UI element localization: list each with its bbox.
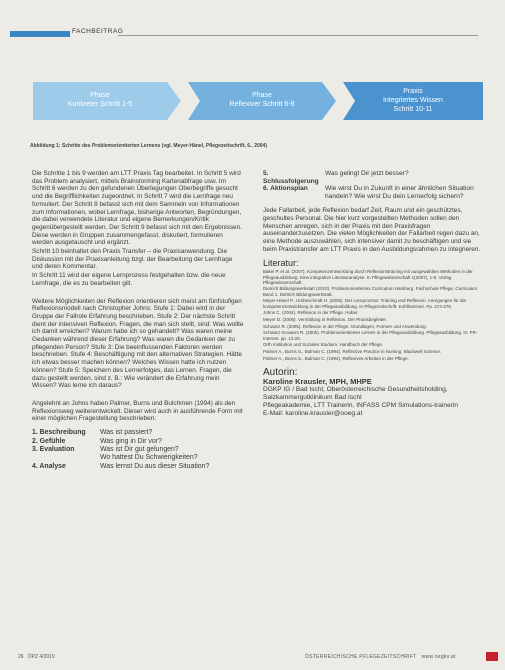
literature-entry: Palmer A., Burns S., Bulman C. (1994). Reflexives Arbeiten in der Pflege. [263,355,409,361]
step-title: Praxis [403,88,423,95]
phase-question: Wie wirst Du in Zukunft in einer ähnlichen Situation handeln? Wie wirst Du dein Lernerfolg sichern? [325,185,474,200]
phase-question: Was lernst Du aus dieser Situation? [100,462,210,470]
phase-label: 4. Analyse [32,462,66,470]
body-paragraph: Weitere Möglichkeiten der Reflexion orientieren sich meist am fünfstufigen Reflexionsmodell nach Christopher Johns: Stufe 1: Dabei wird in der Gruppe der Fallrole Erfahrung beschrieben. Stufe 2: Der nächste Schritt dient der intensiven Reflexion. Fragen, die man sich stellt, sind: Was wollte ich damit erreichen? Warum habe ich so gehandelt? Was waren meine Gedanken während dieser Erfahrung? Was waren die Gedanken der zu pflegenden Person? Stufe 3: Die beeinflussenden Faktoren werden beschrieben. Stufe 4: Beschäftigung mit den alternativen Strategien. Hätte ich etwas besser machen können? Welches Wissen hatte ich nutzen können? Stufe 5: Speichern des Lernerfolges, das Lernen. Fragen, die dazu gestellt werden, sind z. B.: Wie verändert die Erfahrung mein Wissen? Was lerne ich daraus? [32,297,244,390]
phase-label: 3. Evaluation [32,445,75,453]
author-affiliation: Pflegeakademie, LTT Trainerin, INFASS CPM Simulations-trainerin [263,402,459,410]
literature-entry: Bakei P. et al. (2007). Kompetenzentwicklung durch Reflexionstraining mit ausgewählten Methoden in der Pflegeausbildung. Eine integrative Literaturanalyse. In Pflegewissenschaft 1(2007), 1-8. Verlag Pflegewissenschaft. [263,269,473,285]
phase-label: 1. Beschreibung [32,429,86,437]
author-affiliation: DGKP IG / Bad Ischl, Oberösterreichische Gesundheitsholding, Salzkammergutklinikum Bad Ischl [263,386,448,402]
page-footer [0,652,505,664]
section-header [0,28,505,40]
phase-label: 5. Schlussfolgerung [263,170,319,185]
process-step-1 [33,82,181,120]
literature-entry: Schwarz-Govaers R. (2005). Problemorientiertes Lernen in der Pflegeausbildung. Pflegeausbildung. In: PR-Internet. pp. 13-26. [263,330,478,341]
section-rule [118,35,478,36]
phase-item [263,185,481,200]
phase-question: Was ist passiert? [100,429,153,437]
journal-site: www.oegkv.at [421,654,456,660]
process-figure [33,82,483,122]
literature-entry: Meyer D. (2005). Vermittlung in Reflexion. Der Praxisbegleiter. [263,316,388,322]
step-title: Phase [90,92,110,99]
step-subtitle: Konkreter Schritt 1-5 [67,101,133,108]
publisher-logo-icon [486,652,498,661]
literature-entry: Dietrich Bildungswerkstatt (2010). Problemorientiertes Curriculum Hamburg. Fachschule Pflege. Curriculum Band 1. Dietrich Bildungswerkstatt. [263,286,478,297]
step-subtitle: Integriertes Wissen [383,97,443,104]
author-email: E-Mail: karoline.krausler@ooeg.at [263,410,363,418]
author-heading: Autorin: [263,366,298,378]
literature-entry: Orth Institution und Soziales Studium. Handbuch der Pflege. [263,342,384,348]
literature-entry: Palmer A., Burns S., Bulman C. (1994). Reflective Practice in Nursing. Blackwell Science. [263,348,442,354]
body-paragraph: Jede Fallarbeit, jede Reflexion bedarf Zeit, Raum und ein geschütztes, geschultes Personal. Die hier kurz vorgestellten Methoden sollen den Menschen anregen, sich in der Praxis mit den Praxisfragen auseinanderzusetzen. Die vielen Möglichkeiten der Fallarbeit regen dazu an, eine Methode auszuwählen, sich intensiver damit zu beschäftigen und sie beim Praxistransfer am LTT Praxis in den Ausbildungsrahmen zu integrieren. [263,207,481,253]
issue-label: ÖPZ 4/2019 [27,654,55,660]
phase-item [32,463,244,471]
body-paragraph: In Schritt 11 wird der eigene Lernprozess festgehalten bzw. die neue Lernfrage, die es zu bearbeiten gilt. [32,272,226,287]
reflection-phase-list [32,429,244,471]
step-subtitle: Reflexiver Schritt 6-8 [229,101,295,108]
section-label: FACHBEITRAG [72,28,124,35]
phase-item [32,454,244,462]
phase-label [32,454,100,462]
literature-entry: Meyer-Hänel P., Umbescheidt H. (2006). Der Lernprozess: Training und Reflexion. Anregungen für die kompetenzentwicklung in der Pflegeausbildung. In Pflegezeitschrift. Kohlhammer. Pp. 274-276. [263,298,467,309]
author-name: Karoline Krausler, MPH, MHPE [263,376,372,386]
process-step-2 [188,82,336,120]
phase-item [32,429,244,437]
process-step-3 [343,82,483,120]
phase-item [32,438,244,446]
body-paragraph: Angelehnt an Johns haben Palmer, Burns und Bulchmen (1994) als den Reflexionsweg weiterentwickelt. Dieser wird auch in ausführende Form mit einer möglichen Fragestellung beschrieben: [32,399,243,423]
phase-question: Was ist Dir gut gelungen? [100,445,179,453]
phase-question: Was ging in Dir vor? [100,437,162,445]
literature-entry: Schwarz R. (2005). Reflexion in der Pflege. Grundlagen, Formen und Anwendung. [263,323,427,329]
body-paragraph: Schritt 10 beinhaltet den Praxis Transfer – die Praxisanwendung. Die Diskussion mit der Praxisanleitung bzgl. der Bearbeitung der Lernfrage und deren Kommentar. [32,248,233,271]
page-number: 26 [18,654,24,660]
phase-item [263,170,481,185]
phase-label: 6. Aktionsplan [263,185,308,193]
literature-entry: Johns C. (2004). Reflexion in der Pflege. Huber. [263,310,359,316]
phase-label: 2. Gefühle [32,437,66,445]
phase-question: Wo hattest Du Schwierigkeiten? [100,454,198,462]
literature-heading: Literatur: [263,257,299,268]
step-extra: Schritt 10-11 [393,106,433,113]
right-column [263,170,481,418]
phase-item [32,446,244,454]
left-column [32,170,244,471]
journal-name: ÖSTERREICHISCHE PFLEGEZEITSCHRIFT [305,654,417,660]
body-paragraph: Die Schritte 1 bis 9 werden am LTT Praxis Tag bearbeitet. In Schritt 5 wird das Problem analysiert, mittels Brainstorming Kartenabfrage usw. Im Schritt 6 werden zu den gefundenen Überlegungen Oberbegriffe gesucht und die Begrifflichkeiten zugeordnet. In Schritt 7 wird die Lernfrage neu formuliert. Der Schritt 8 befasst sich mit dem Sammeln von Informationen zum Informationen, wobei Lernfrage, bisherige Antworten, Begründungen, die dabei verwendete Literatur und eigene Bemerkungen/Kritik gegenübergestellt werden. Der Schritt 9 befasst sich mit den Ergebnissen. Diese werden in Gruppen zusammengefasst, diskutiert, formulieren werden ausgetauscht und ergänzt. [32,170,242,247]
literature-list [263,269,481,361]
phase-question: Was gelingt Dir jetzt besser? [325,170,409,177]
section-color-bar [10,31,70,37]
step-title: Phase [252,92,272,99]
figure-caption: Abbildung 1: Schritte des Problemorientierten Lernens (vgl. Meyer-Hänel, Pflegezeitschrift, 6., 2004) [30,143,268,149]
